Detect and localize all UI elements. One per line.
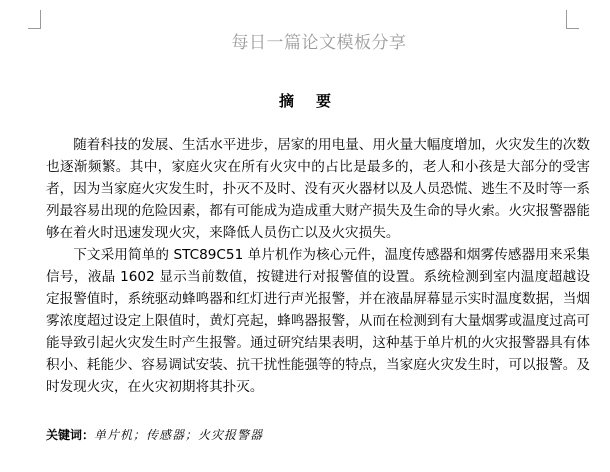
- abstract-title: 摘要: [278, 92, 353, 110]
- abstract-paragraph-2: 下文采用简单的 STC89C51 单片机作为核心元件，温度传感器和烟雾传感器用来采集信号，液晶 1602 显示当前数值，按键进行对报警值的设置。系统检测到室内温度超越设定报警值时，系统驱动蜂鸣器和红灯进行声光报警，并在液晶屏幕显示实时温度数据，当烟雾浓度超过设定上限值时，黄灯亮起，蜂鸣器报警，从而在检测到有大量烟雾或温度过高可能导致引起火灾发生时产生报警。通过研究结果表明，这种基于单片机的火灾报警器具有体积小、耗能少、容易调试安装、抗干扰性能强等的特点，当家庭火灾发生时，可以报警。及时发现火灾，在火灾初期将其扑灭。: [46, 247, 590, 395]
- keywords-label: 关键词：: [46, 428, 95, 442]
- header-watermark: 每日一篇论文模板分享: [231, 33, 407, 53]
- abstract-body: [46, 134, 590, 398]
- abstract-paragraph-1: 随着科技的发展、生活水平进步，居家的用电量、用火量大幅度增加，火灾发生的次数也逐渐频繁。其中，家庭火灾在所有火灾中的占比是最多的，老人和小孩是大部分的受害者，因为当家庭火灾发生时，扑灭不及时、没有灭火器材以及人员恐慌、逃生不及时等一系列最容易出现的危险因素，都有可能成为造成重大财产损失及生命的导火索。火灾报警器能够在着火时迅速发现火灾，来降低人员伤亡以及火灾损失。: [46, 137, 590, 241]
- crop-mark-top-left: [28, 10, 41, 29]
- keywords-values: 单片机；传感器；火灾报警器: [94, 428, 264, 442]
- crop-mark-top-right: [566, 10, 579, 29]
- keywords-line: [46, 426, 263, 443]
